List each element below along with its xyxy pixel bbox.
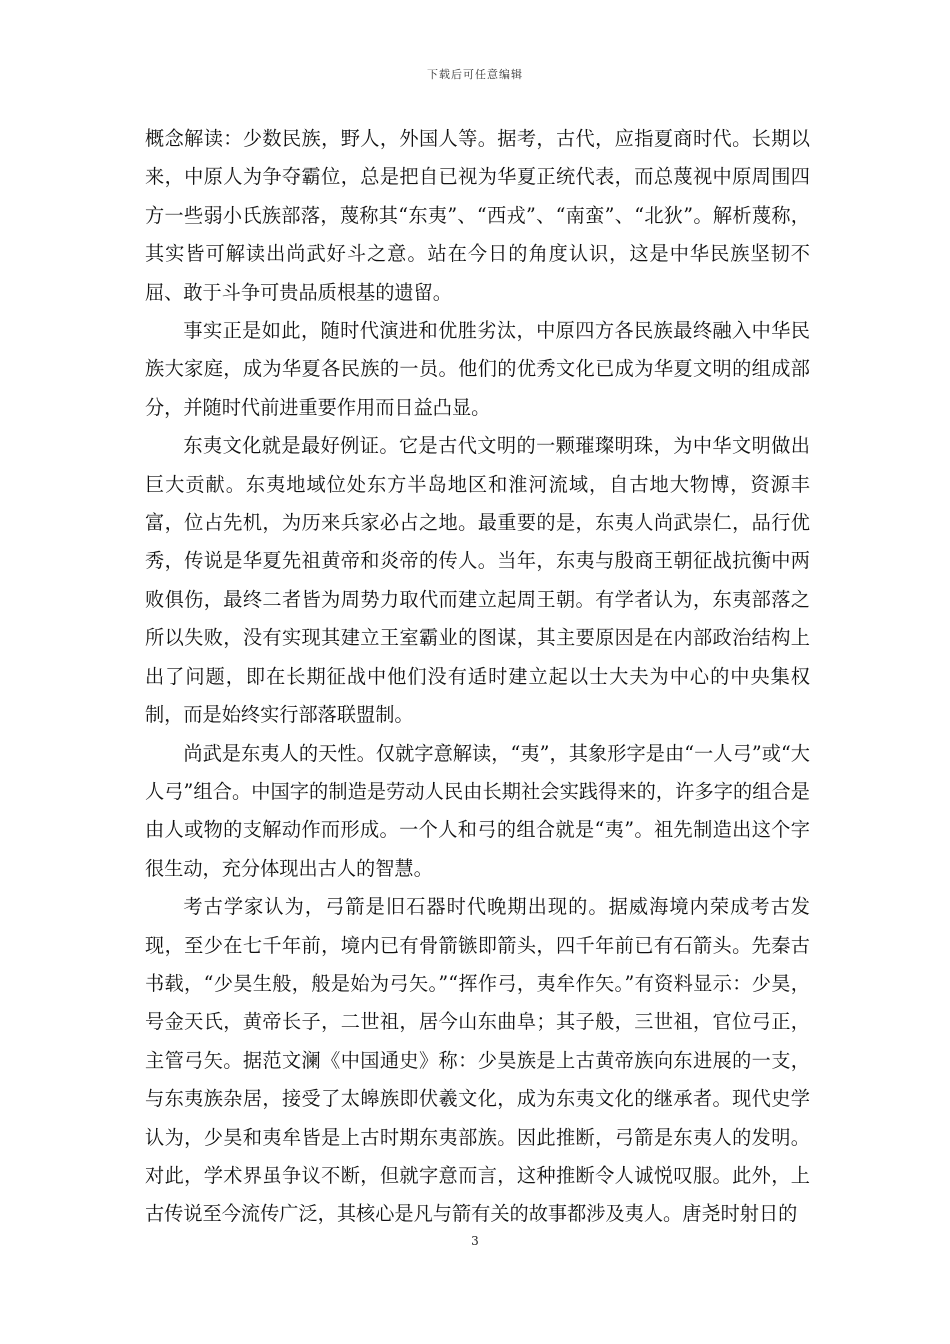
page-header: 下载后可任意编辑 — [427, 68, 523, 81]
page-number: 3 — [471, 1234, 479, 1248]
paragraph-5: 考古学家认为，弓箭是旧石器时代晚期出现的。据威海境内荣成考古发现，至少在七千年前，境内已有骨箭镞即箭头，四千年前已有石箭头。先秦古书载，“少昊生般，般是始为弓矢。”“挥作弓，夷牟作矢。”有资料显示：少昊，号金天氏，黄帝长子，二世祖，居今山东曲阜；其子般，三世祖，官位弓正，主管弓矢。据范文澜《中国通史》称：少昊族是上古黄帝族向东进展的一支，与东夷族杂居，接受了太皞族即伏羲文化，成为东夷文化的继承者。现代史学认为，少昊和夷牟皆是上古时期东夷部族。因此推断，弓箭是东夷人的发明。对此，学术界虽争议不断，但就字意而言，这种推断令人诚悦叹服。此外，上古传说至今流传广泛，其核心是凡与箭有关的故事都涉及夷人。唐尧时射日的 — [145, 895, 810, 1226]
paragraph-1: 概念解读：少数民族，野人，外国人等。据考，古代，应指夏商时代。长期以来，中原人为争夺霸位，总是把自已视为华夏正统代表，而总蔑视中原周围四方一些弱小氏族部落，蔑称其“东夷”、“西戎”、“南蛮”、“北狄”。解析蔑称，其实皆可解读出尚武好斗之意。站在今日的角度认识，这是中华民族坚韧不屈、敢于斗争可贵品质根基的遗留。 — [145, 127, 810, 304]
paragraph-2: 事实正是如此，随时代演进和优胜劣汰，中原四方各民族最终融入中华民族大家庭，成为华夏各民族的一员。他们的优秀文化已成为华夏文明的组成部分，并随时代前进重要作用而日益凸显。 — [145, 319, 810, 419]
document-body — [145, 120, 810, 1234]
paragraph-4: 尚武是东夷人的天性。仅就字意解读，“夷”，其象形字是由“一人弓”或“大人弓”组合。中国字的制造是劳动人民由长期社会实践得来的，许多字的组合是由人或物的支解动作而形成。一个人和弓的组合就是“夷”。祖先制造出这个字很生动，充分体现出古人的智慧。 — [145, 741, 810, 880]
paragraph-3: 东夷文化就是最好例证。它是古代文明的一颗璀璨明珠，为中华文明做出巨大贡献。东夷地域位处东方半岛地区和淮河流域，自古地大物博，资源丰富，位占先机，为历来兵家必占之地。最重要的是，东夷人尚武崇仁，品行优秀，传说是华夏先祖黄帝和炎帝的传人。当年，东夷与殷商王朝征战抗衡中两败俱伤，最终二者皆为周势力取代而建立起周王朝。有学者认为，东夷部落之所以失败，没有实现其建立王室霸业的图谋，其主要原因是在内部政治结构上出了问题，即在长期征战中他们没有适时建立起以士大夫为中心的中央集权制，而是始终实行部落联盟制。 — [145, 434, 810, 727]
